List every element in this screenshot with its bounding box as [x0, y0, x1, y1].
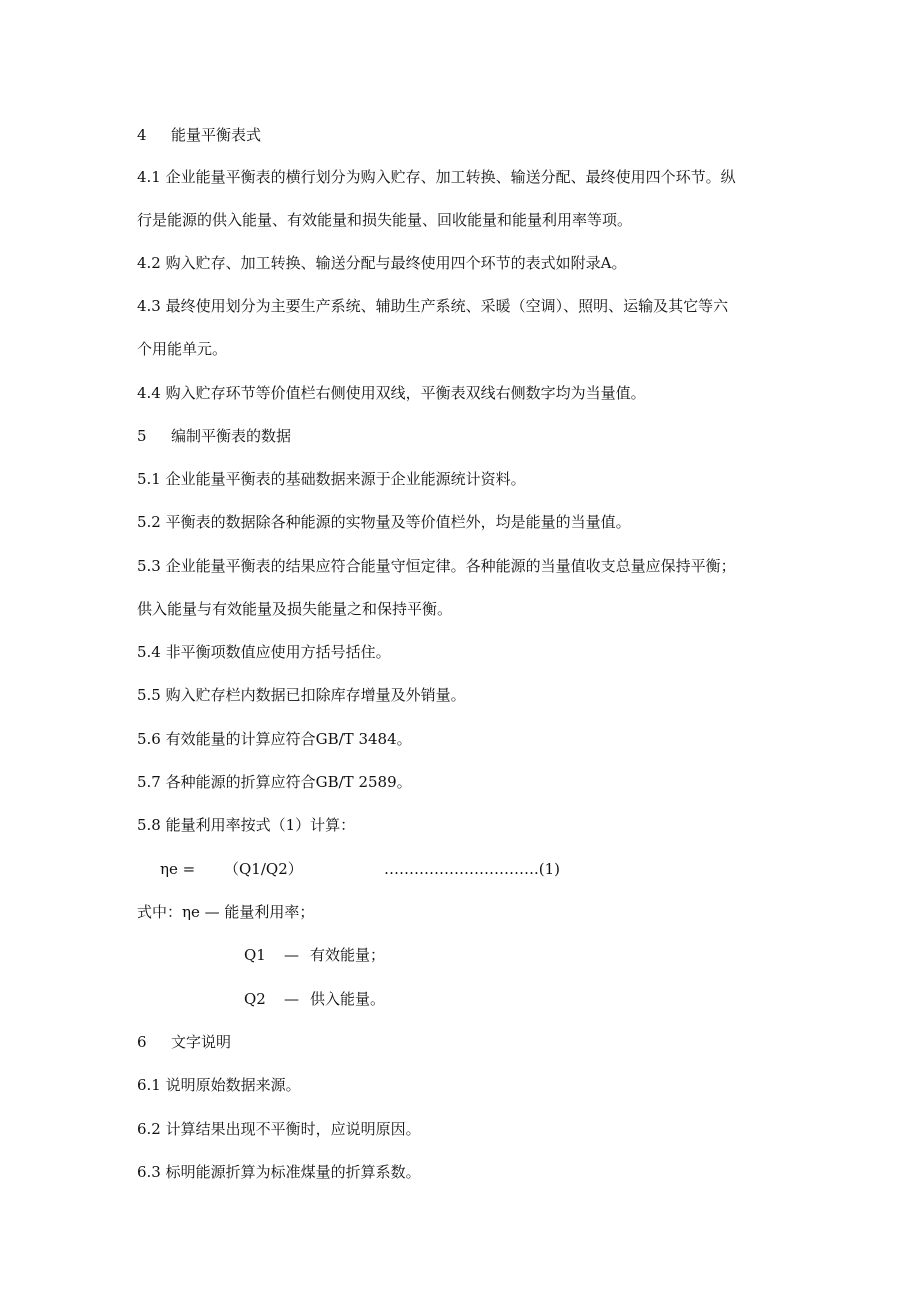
- clause-4-4: 4.4 购入贮存环节等价值栏右侧使用双线，平衡表双线右侧数字均为当量值。: [137, 384, 646, 402]
- section-6-heading: [137, 1031, 231, 1053]
- section-title: 文字说明: [171, 1033, 232, 1051]
- clause-5-2: 5.2 平衡表的数据除各种能源的实物量及等价值栏外，均是能量的当量值。: [137, 513, 631, 531]
- formula-1: [160, 858, 560, 880]
- where-intro: 式中：ηe — 能量利用率；: [137, 903, 315, 921]
- where-symbol: Q1: [244, 946, 266, 964]
- where-item-q2: [244, 988, 385, 1010]
- section-4-heading: [137, 124, 261, 146]
- where-dash: —: [284, 946, 299, 964]
- section-number: 4: [137, 126, 147, 144]
- section-5-heading: [137, 425, 291, 447]
- clause-6-1: 6.1 说明原始数据来源。: [137, 1076, 301, 1094]
- clause-5-5: 5.5 购入贮存栏内数据已扣除库存增量及外销量。: [137, 686, 466, 704]
- clause-4-2: 4.2 购入贮存、加工转换、输送分配与最终使用四个环节的表式如附录A。: [137, 254, 627, 272]
- clause-5-6: 5.6 有效能量的计算应符合GB/T 3484。: [137, 730, 412, 748]
- clause-6-3: 6.3 标明能源折算为标准煤量的折算系数。: [137, 1163, 421, 1181]
- clause-6-2: 6.2 计算结果出现不平衡时，应说明原因。: [137, 1120, 421, 1138]
- where-desc: 有效能量；: [310, 946, 386, 964]
- section-title: 编制平衡表的数据: [171, 427, 292, 445]
- section-title: 能量平衡表式: [171, 126, 262, 144]
- clause-4-3-line-2: 个用能单元。: [137, 340, 228, 358]
- where-dash: —: [284, 990, 299, 1008]
- section-number: 5: [137, 427, 147, 445]
- where-item-q1: [244, 944, 385, 966]
- formula-lhs: ηe =: [160, 860, 196, 878]
- clause-5-3-line-2: 供入能量与有效能量及损失能量之和保持平衡。: [137, 600, 453, 618]
- clause-5-4: 5.4 非平衡项数值应使用方括号括住。: [137, 643, 391, 661]
- where-desc: 供入能量。: [310, 990, 386, 1008]
- clause-4-3-line-1: 4.3 最终使用划分为主要生产系统、辅助生产系统、采暖（空调）、照明、运输及其它等六: [137, 297, 729, 315]
- clause-4-1-line-2: 行是能源的供入能量、有效能量和损失能量、回收能量和能量利用率等项。: [137, 211, 633, 229]
- clause-5-1: 5.1 企业能量平衡表的基础数据来源于企业能源统计资料。: [137, 470, 526, 488]
- formula-number: .(1): [534, 860, 561, 878]
- clause-5-8: 5.8 能量利用率按式（1）计算：: [137, 816, 356, 834]
- section-number: 6: [137, 1033, 147, 1051]
- formula-leader: …………………………: [384, 860, 534, 878]
- formula-rhs: （Q1/Q2）: [224, 860, 303, 878]
- clause-4-1-line-1: 4.1 企业能量平衡表的横行划分为购入贮存、加工转换、输送分配、最终使用四个环节。纵: [137, 168, 736, 186]
- clause-5-7: 5.7 各种能源的折算应符合GB/T 2589。: [137, 773, 412, 791]
- clause-5-3-line-1: 5.3 企业能量平衡表的结果应符合能量守恒定律。各种能源的当量值收支总量应保持平衡；: [137, 557, 736, 575]
- where-symbol: Q2: [244, 990, 266, 1008]
